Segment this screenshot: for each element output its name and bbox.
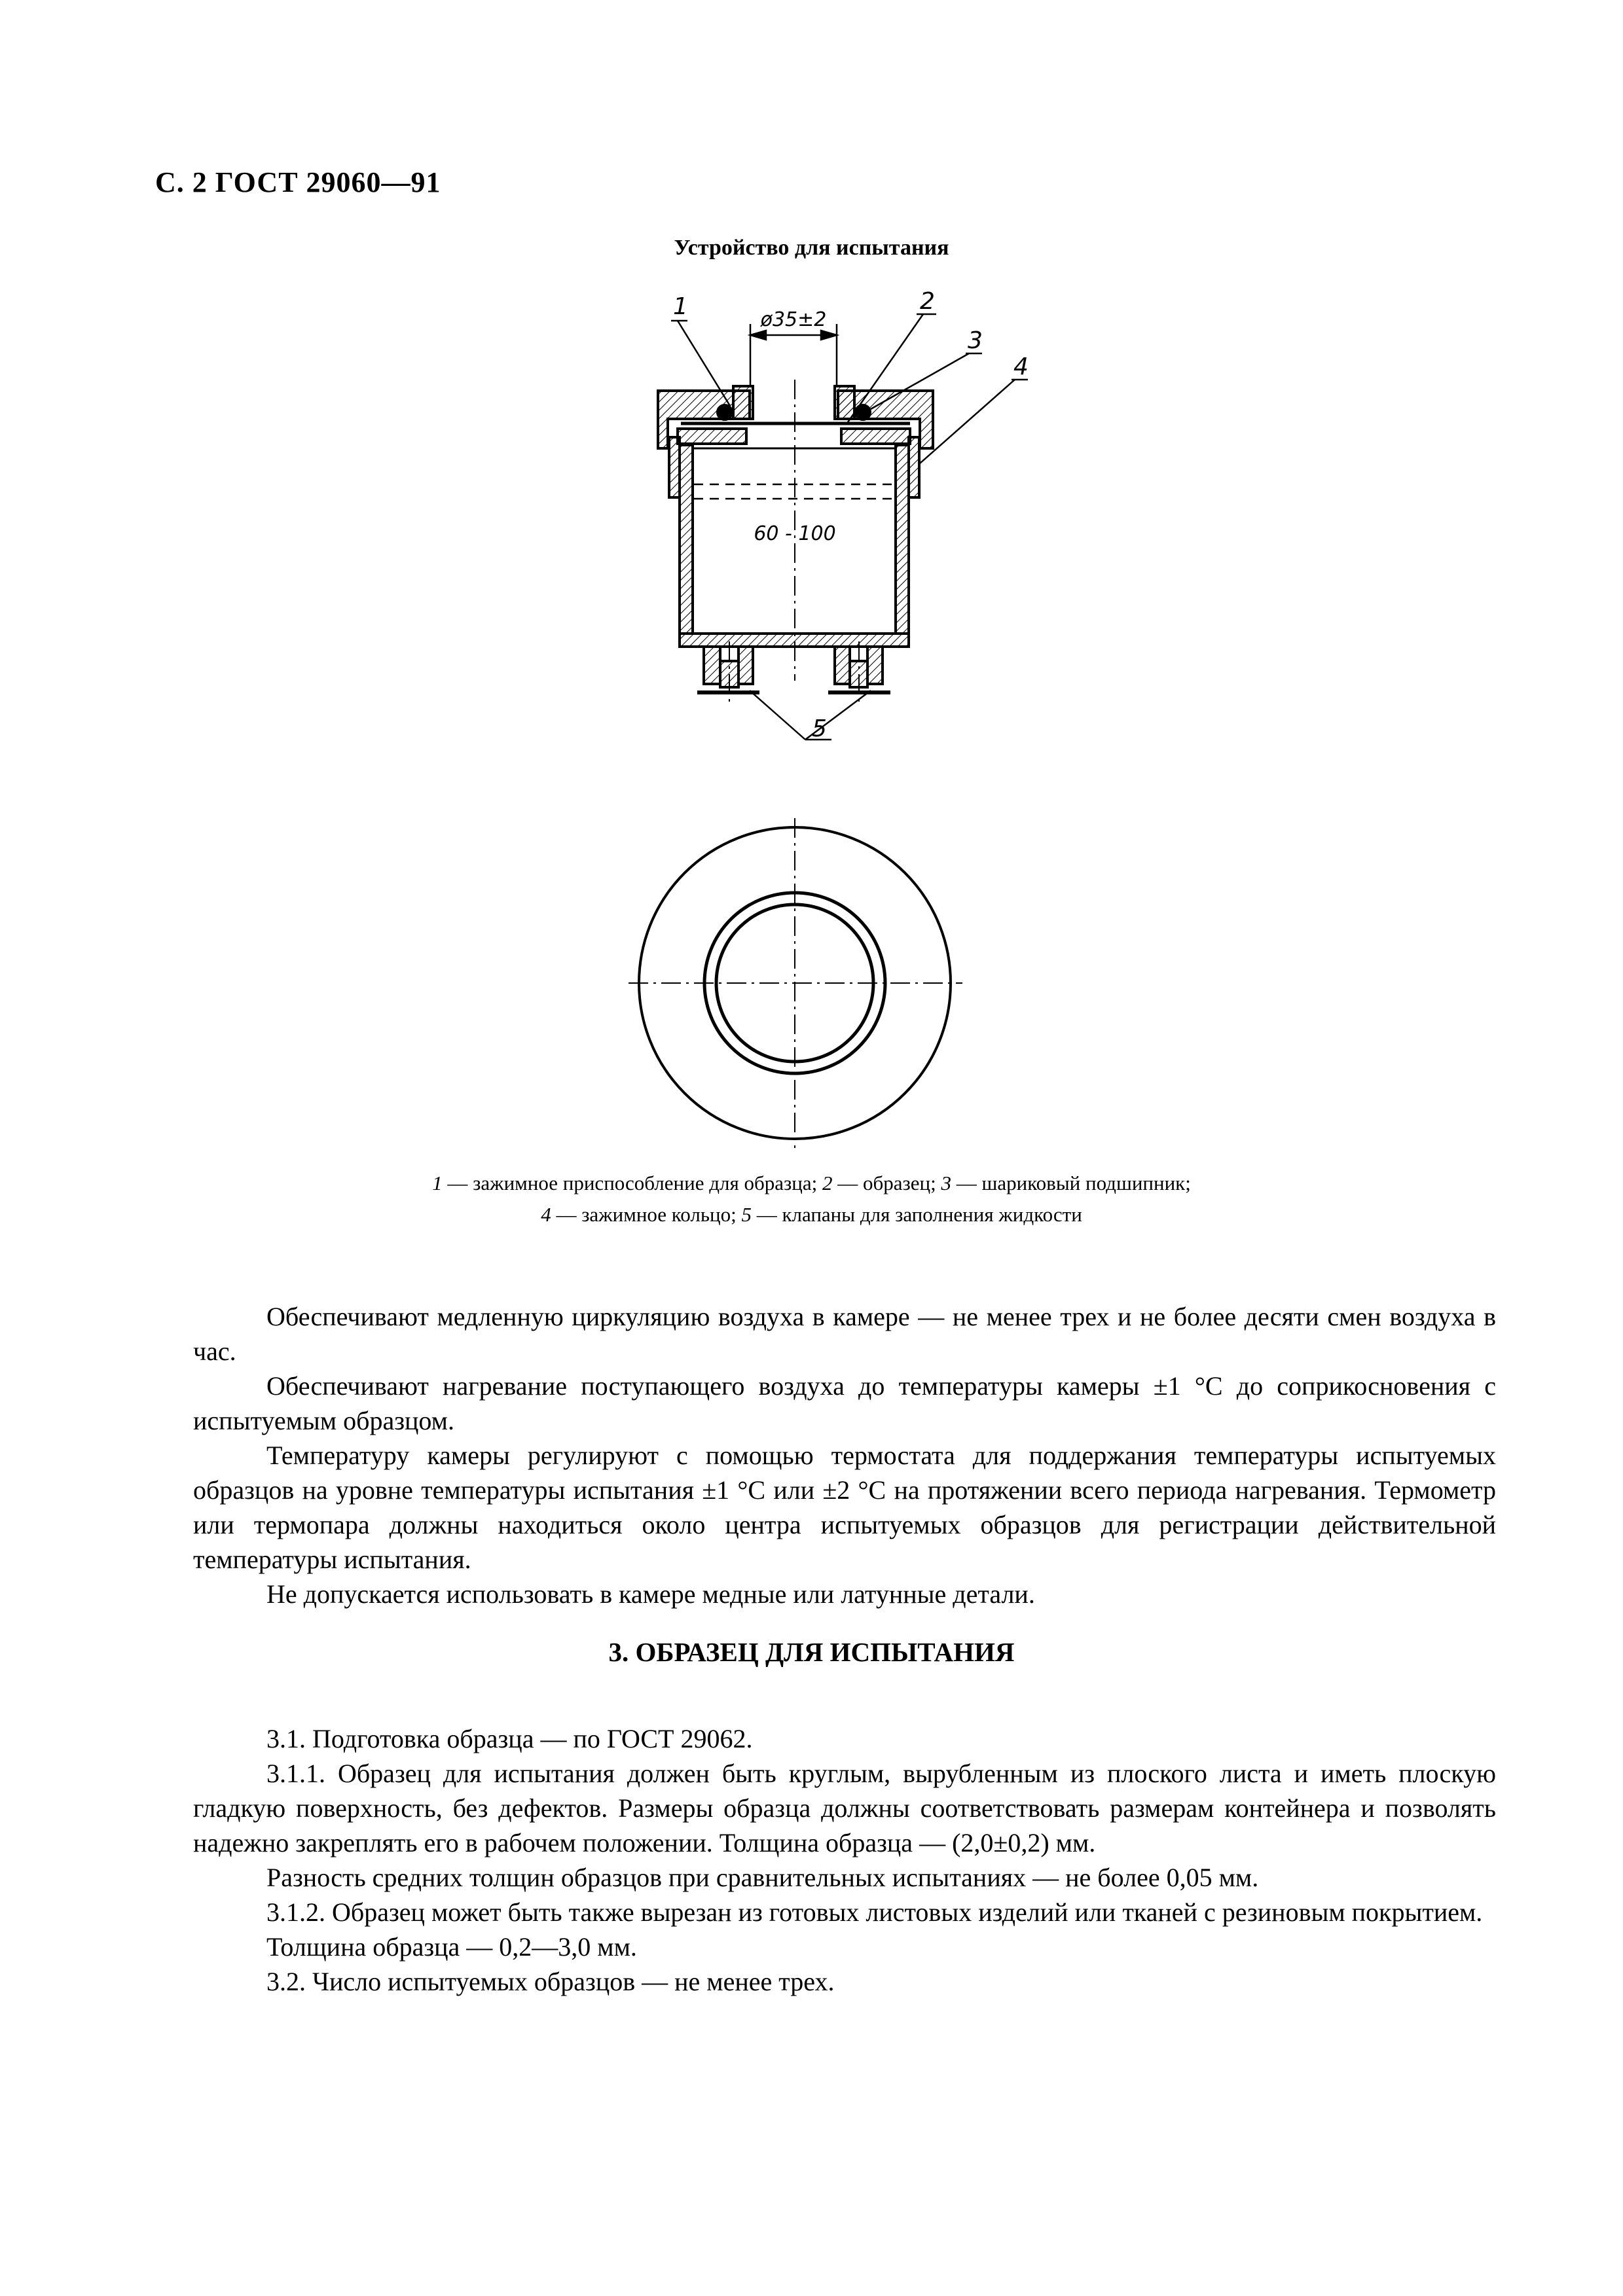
section-text [193,1721,1496,1999]
page-header: С. 2 ГОСТ 29060—91 [155,166,441,198]
paragraph: 3.1.1. Образец для испытания должен быть круглым, вырубленным из плоского листа и иметь плоскую гладкую поверхность, без дефектов. Размеры образца должны соответствовать размерам контейнера и позволять надежно закреплять его в рабочем положении. Толщина образца — (2,0±0,2) мм. [193,1759,1496,1857]
paragraph: Не допускается использовать в камере медные или латунные детали. [266,1579,1035,1609]
paragraph: 3.2. Число испытуемых образцов — не менее трех. [266,1967,835,1996]
paragraph: Температуру камеры регулируют с помощью термостата для поддержания температуры испытуемых образцов на уровне температуры испытания ±1 °С или ±2 °С на протяжении всего периода нагревания. Термометр или термопара должны находиться около центра испытуемых образцов для регистрации действительной температуры испытания. [193,1441,1496,1574]
figure-caption-line-1: 1 — зажимное приспособление для образца; 2 — образец; 3 — шариковый подшипник; [432,1172,1191,1194]
callout-3: 3 [968,327,983,354]
paragraph: Толщина образца — 0,2—3,0 мм. [266,1932,637,1962]
figure-title: Устройство для испытания [674,236,949,260]
paragraph: 3.1. Подготовка образца — по ГОСТ 29062. [266,1724,753,1753]
main-text [193,1299,1496,1611]
figure-caption-line-2: 4 — зажимное кольцо; 5 — клапаны для заполнения жидкости [541,1203,1082,1226]
caption-num-4: 4 [541,1203,551,1226]
test-device-drawing [589,288,1034,1217]
callout-5: 5 [812,715,827,742]
height-label: 60 - 100 [754,522,836,545]
paragraph: Обеспечивают медленную циркуляцию воздуха в камере — не менее трех и не более десяти смен воздуха в час. [193,1302,1496,1366]
section-title: 3. ОБРАЗЕЦ ДЛЯ ИСПЫТАНИЯ [608,1637,1015,1667]
paragraph: Разность средних толщин образцов при сравнительных испытаниях — не более 0,05 мм. [266,1863,1259,1892]
callout-4: 4 [1013,353,1029,380]
diameter-label: ø35±2 [760,308,827,331]
caption-num-2: 2 [822,1172,833,1194]
callout-2: 2 [920,288,935,315]
paragraph: Обеспечивают нагревание поступающего воздуха до температуры камеры ±1 °С до соприкосновения с испытуемым образцом. [193,1371,1496,1435]
caption-num-3: 3 [941,1172,951,1194]
caption-num-5: 5 [741,1203,752,1226]
diameter-dimension [750,324,837,386]
caption-num-1: 1 [432,1172,443,1194]
callout-1: 1 [673,293,688,320]
paragraph: 3.1.2. Образец может быть также вырезан из готовых листовых изделий или тканей с резиновым покрытием. [266,1897,1483,1927]
